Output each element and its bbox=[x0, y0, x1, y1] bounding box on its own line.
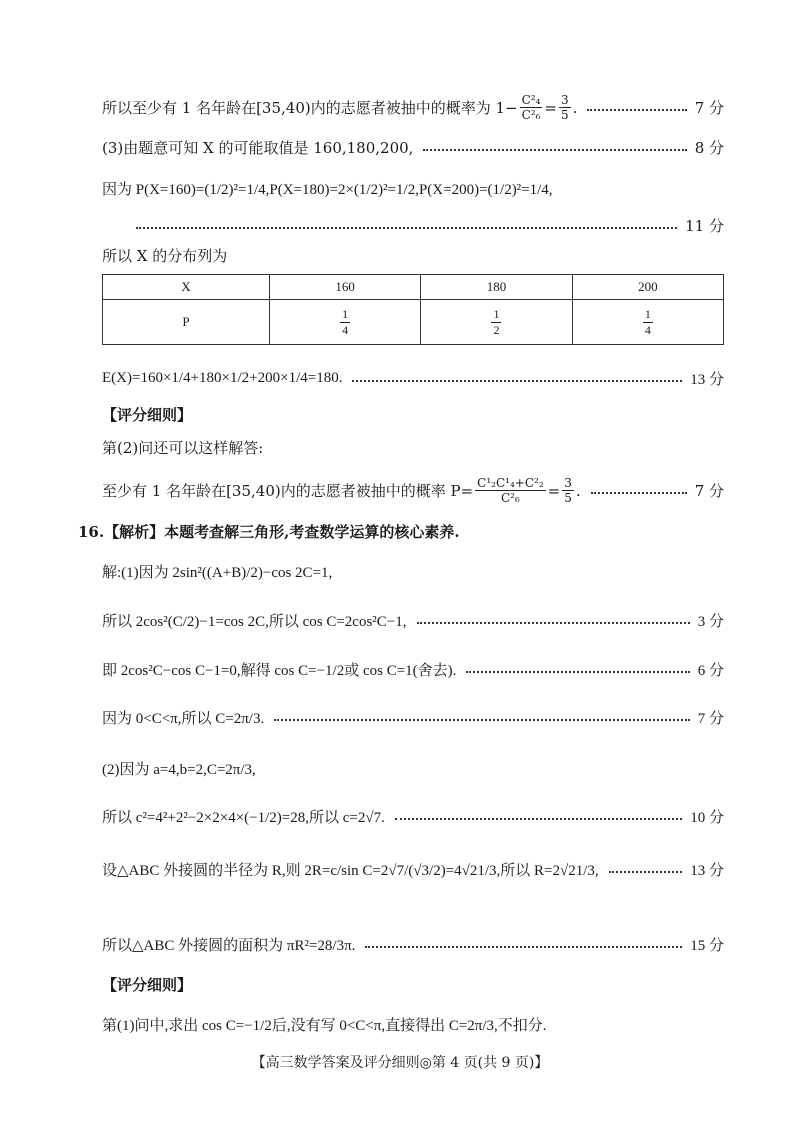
fraction: $\frac{3}{5}$ bbox=[564, 476, 572, 506]
line-solve-cos: 即 2cos²C−cos C−1=0,解得 cos C=−1/2或 cos C=1(舍去). 6 分 bbox=[102, 659, 724, 680]
text: 所以至少有 1 名年龄在[35,40)内的志愿者被抽中的概率为 1− bbox=[102, 99, 518, 118]
table-cell: 180 bbox=[421, 275, 572, 300]
score: 13 分 bbox=[690, 863, 724, 879]
line-possible-values: (3)由题意可知 X 的可能取值是 160,180,200, 8 分 bbox=[102, 139, 724, 157]
score: 7 分 bbox=[694, 482, 724, 501]
line-alternative: 第(2)问还可以这样解答: bbox=[102, 439, 264, 457]
line-distribution-intro: 所以 X 的分布列为 bbox=[102, 247, 228, 265]
line-angle-c: 因为 0<C<π,所以 C=2π/3. 7 分 bbox=[102, 707, 724, 728]
fraction: $\frac{\text{C²₄}}{\text{C²₆}}$ bbox=[521, 93, 541, 123]
fraction: $\frac{\text{C¹₂C¹₄+C²₂}}{\text{C²₆}}$ bbox=[477, 476, 544, 506]
score: 7 分 bbox=[697, 711, 724, 727]
score: 8 分 bbox=[694, 139, 724, 157]
table-row bbox=[103, 275, 724, 300]
score: 3 分 bbox=[697, 614, 724, 630]
line-part2-given: (2)因为 a=4,b=2,C=2π/3, bbox=[102, 762, 256, 778]
page-footer: 【高三数学答案及评分细则◎第 4 页(共 9 页)】 bbox=[251, 1055, 549, 1071]
section-heading-grading: 【评分细则】 bbox=[102, 406, 193, 424]
line-probabilities: 因为 P(X=160)=(1/2)²=1/4,P(X=180)=2×(1/2)²=1/2,P(X=200)=(1/2)²=1/4, bbox=[102, 182, 553, 198]
table-cell: 160 bbox=[270, 275, 421, 300]
leader-dots bbox=[609, 871, 683, 873]
distribution-table bbox=[102, 274, 724, 345]
line-prob-at-least-one: 所以至少有 1 名年龄在[35,40)内的志愿者被抽中的概率为 1− $\frac{\text{C²₄}}{\text{C²₆}}$ = $\frac{3}{5}$ . 7 分 bbox=[102, 93, 724, 123]
table-cell: $\frac{1}{4}$ bbox=[270, 300, 421, 345]
table-cell: $\frac{1}{4}$ bbox=[572, 300, 723, 345]
leader-dots bbox=[395, 818, 682, 820]
line-grading-note: 第(1)问中,求出 cos C=−1/2后,没有写 0<C<π,直接得出 C=2π/3,不扣分. bbox=[102, 1018, 547, 1034]
fraction: $\frac{3}{5}$ bbox=[561, 93, 569, 123]
table-cell: P bbox=[103, 300, 270, 345]
problem-16-heading: 16.【解析】本题考查解三角形,考查数学运算的核心素养. bbox=[78, 523, 460, 541]
score: 13 分 bbox=[690, 372, 724, 388]
score: 15 分 bbox=[690, 938, 724, 954]
line-alt-probability: 至少有 1 名年龄在[35,40)内的志愿者被抽中的概率 P= $\frac{\text{C¹₂C¹₄+C²₂}}{\text{C²₆}}$ = $\frac{3}{5}$ . 7 分 bbox=[102, 476, 724, 506]
line-circumradius: 设△ABC 外接圆的半径为 R,则 2R=c/sin C=2√7/(√3/2)=4√21/3,所以 R=2√21/3, 13 分 bbox=[102, 859, 724, 880]
score: 6 分 bbox=[697, 663, 724, 679]
score: 10 分 bbox=[690, 810, 724, 826]
table-cell: X bbox=[103, 275, 270, 300]
leader-dots bbox=[136, 227, 677, 229]
line-side-c: 所以 c²=4²+2²−2×2×4×(−1/2)=28,所以 c=2√7. 10 分 bbox=[102, 806, 724, 827]
leader-dots bbox=[466, 671, 689, 673]
leader-dots bbox=[274, 719, 690, 721]
leader-dots bbox=[417, 622, 690, 624]
section-heading-grading-2: 【评分细则】 bbox=[102, 976, 193, 994]
leader-dots bbox=[591, 492, 687, 494]
line-score-11 bbox=[136, 215, 724, 236]
table-cell: $\frac{1}{2}$ bbox=[421, 300, 572, 345]
score: 11 分 bbox=[685, 217, 724, 235]
leader-dots bbox=[423, 149, 686, 151]
line-expectation: E(X)=160×1/4+180×1/2+200×1/4=180. 13 分 bbox=[102, 370, 724, 388]
line-cos-identity: 所以 2cos²(C/2)−1=cos 2C,所以 cos C=2cos²C−1, 3 分 bbox=[102, 610, 724, 631]
score: 7 分 bbox=[694, 99, 724, 118]
table-row bbox=[103, 300, 724, 345]
table-cell: 200 bbox=[572, 275, 723, 300]
leader-dots bbox=[587, 109, 686, 111]
line-solution-start: 解:(1)因为 2sin²((A+B)/2)−cos 2C=1, bbox=[102, 565, 333, 581]
leader-dots bbox=[365, 946, 682, 948]
line-circle-area: 所以△ABC 外接圆的面积为 πR²=28/3π. 15 分 bbox=[102, 934, 724, 955]
leader-dots bbox=[352, 380, 682, 382]
